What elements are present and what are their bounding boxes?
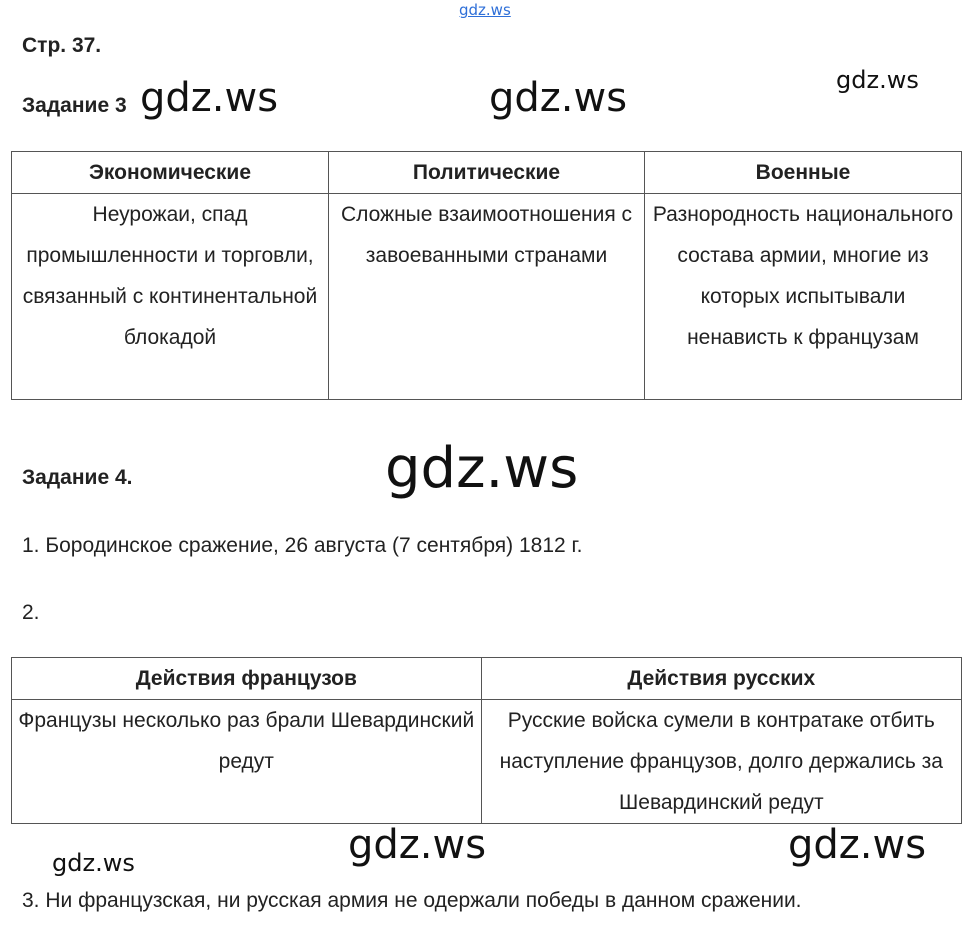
table-header-row (12, 152, 962, 194)
task4-item3: 3. Ни французская, ни русская армия не одержали победы в данном сражении. (22, 889, 802, 912)
watermark: gdz.ws (788, 822, 927, 868)
column-header-russian-actions: Действия русских (481, 658, 961, 700)
column-header-economic: Экономические (12, 152, 329, 194)
table-row (12, 700, 962, 824)
task4-table (11, 657, 962, 824)
column-header-military: Военные (645, 152, 962, 194)
table-cell-russian-actions: Русские войска сумели в контратаке отбить наступление французов, долго держались за Шевардинский редут (481, 700, 961, 824)
watermark: gdz.ws (140, 75, 279, 121)
top-watermark-link[interactable]: gdz.ws (459, 1, 511, 19)
table-cell-political: Сложные взаимоотношения с завоеванными странами (329, 194, 645, 400)
task3-table (11, 151, 962, 400)
watermark: gdz.ws (489, 75, 628, 121)
watermark: gdz.ws (52, 849, 135, 877)
table-cell-economic: Неурожаи, спад промышленности и торговли, связанный с континентальной блокадой (12, 194, 329, 400)
column-header-political: Политические (329, 152, 645, 194)
table-row (12, 194, 962, 400)
page-number: Стр. 37. (22, 34, 102, 57)
table-header-row (12, 658, 962, 700)
task4-title: Задание 4. (22, 466, 133, 489)
table-cell-military: Разнородность национального состава армии, многие из которых испытывали ненависть к французам (645, 194, 962, 400)
task4-item2: 2. (22, 601, 40, 624)
watermark: gdz.ws (836, 66, 919, 94)
table-cell-french-actions: Французы несколько раз брали Шевардинский редут (12, 700, 482, 824)
task4-item1: 1. Бородинское сражение, 26 августа (7 сентября) 1812 г. (22, 534, 583, 557)
watermark: gdz.ws (385, 436, 579, 501)
column-header-french-actions: Действия французов (12, 658, 482, 700)
watermark: gdz.ws (348, 822, 487, 868)
task3-title: Задание 3 (22, 94, 127, 117)
